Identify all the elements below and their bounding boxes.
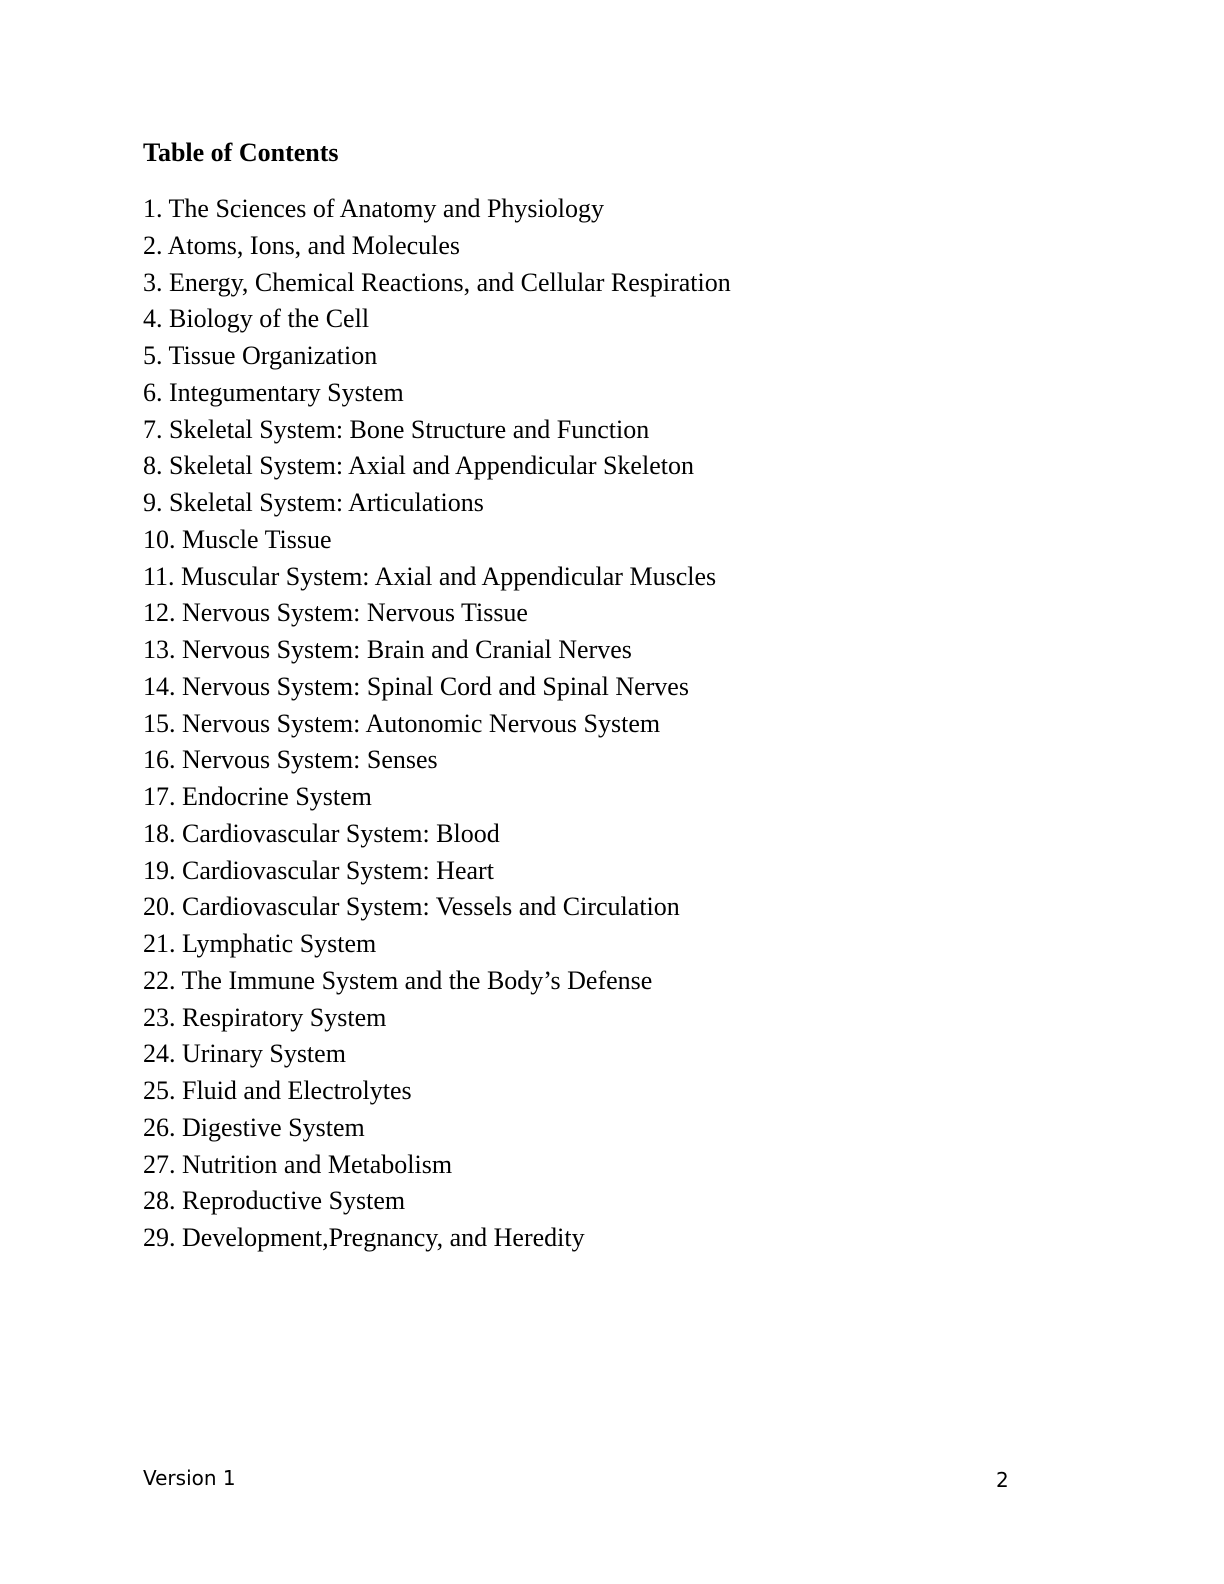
toc-title: Table of Contents [143, 138, 339, 167]
toc-entry: 19. Cardiovascular System: Heart [143, 855, 494, 885]
toc-entry: 11. Muscular System: Axial and Appendicular Muscles [143, 561, 717, 591]
toc-entry: 1. The Sciences of Anatomy and Physiology [143, 194, 604, 223]
toc-entry: 20. Cardiovascular System: Vessels and Circulation [143, 892, 680, 922]
toc-entry: 8. Skeletal System: Axial and Appendicular Skeleton [143, 451, 694, 481]
toc-entry: 28. Reproductive System [143, 1186, 406, 1216]
toc-entry: 18. Cardiovascular System: Blood [143, 818, 500, 848]
toc-entry: 17. Endocrine System [143, 782, 372, 811]
toc-entry: 6. Integumentary System [143, 377, 404, 407]
toc-entry: 10. Muscle Tissue [143, 524, 332, 554]
toc-entry: 13. Nervous System: Brain and Cranial Nerves [143, 635, 632, 664]
toc-entry: 24. Urinary System [143, 1039, 346, 1069]
toc-entry: 22. The Immune System and the Body’s Defense [143, 965, 653, 995]
toc-entry: 29. Development,Pregnancy, and Heredity [143, 1223, 585, 1252]
toc-entry: 26. Digestive System [143, 1112, 365, 1142]
footer-version: Version 1 [143, 1466, 236, 1490]
toc-entry: 15. Nervous System: Autonomic Nervous System [143, 708, 661, 738]
toc-entry: 3. Energy, Chemical Reactions, and Cellular Respiration [143, 267, 731, 297]
toc-entry: 9. Skeletal System: Articulations [143, 488, 484, 517]
toc-entry: 12. Nervous System: Nervous Tissue [143, 598, 528, 628]
page-number: 2 [996, 1468, 1009, 1492]
toc-entry: 4. Biology of the Cell [143, 304, 370, 334]
toc-entry: 25. Fluid and Electrolytes [143, 1076, 412, 1105]
toc-entry: 2. Atoms, Ions, and Molecules [143, 230, 461, 260]
toc-entry: 14. Nervous System: Spinal Cord and Spinal Nerves [143, 671, 689, 701]
toc-entry: 21. Lymphatic System [143, 929, 377, 958]
toc-entry: 5. Tissue Organization [143, 341, 378, 370]
toc-list [143, 191, 731, 1257]
toc-entry: 27. Nutrition and Metabolism [143, 1149, 453, 1179]
toc-entry: 23. Respiratory System [143, 1002, 387, 1032]
toc-entry: 7. Skeletal System: Bone Structure and Function [143, 414, 650, 444]
toc-entry: 16. Nervous System: Senses [143, 745, 438, 775]
